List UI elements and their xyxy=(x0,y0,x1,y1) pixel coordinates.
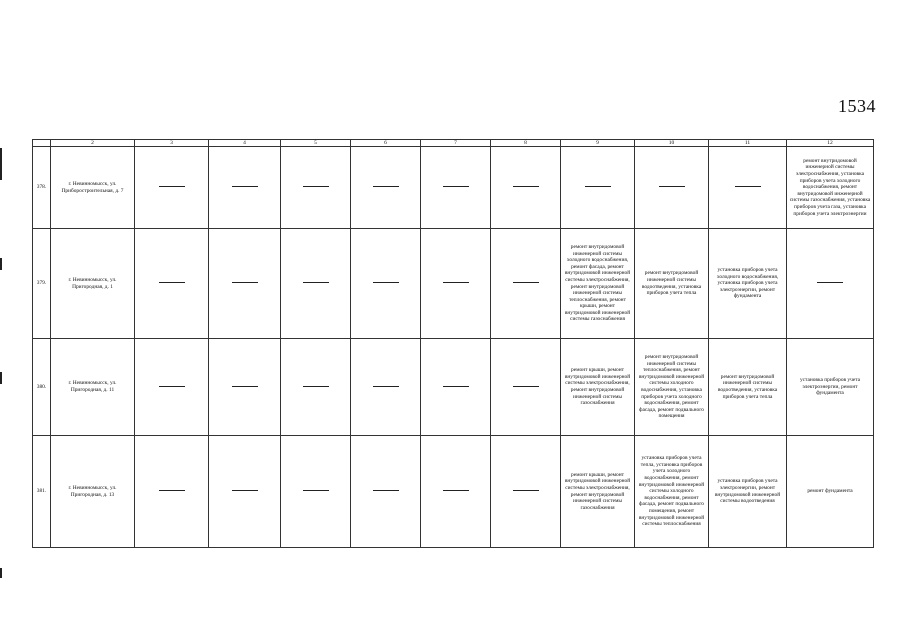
empty-cell xyxy=(351,339,421,436)
empty-cell xyxy=(281,436,351,548)
table-row xyxy=(33,147,874,229)
binding-mark xyxy=(0,372,2,384)
binding-mark xyxy=(0,568,2,578)
column-header: 10 xyxy=(635,140,709,147)
dash-mark xyxy=(443,186,469,187)
empty-cell xyxy=(209,436,281,548)
dash-mark xyxy=(303,186,329,187)
row-number: 379. xyxy=(33,229,51,339)
empty-cell xyxy=(281,339,351,436)
column-header: 7 xyxy=(421,140,491,147)
dash-mark xyxy=(443,282,469,283)
dash-mark xyxy=(513,282,539,283)
dash-mark xyxy=(303,386,329,387)
dash-mark xyxy=(232,282,258,283)
address-cell: г. Невинномысск, ул. Приборостроительная, д. 7 xyxy=(51,147,135,229)
dash-mark xyxy=(659,186,685,187)
column-header: 2 xyxy=(51,140,135,147)
address-cell: г. Невинномысск, ул. Пригородная, д. 1 xyxy=(51,229,135,339)
column-header: 9 xyxy=(561,140,635,147)
dash-mark xyxy=(817,282,843,283)
column-header: 8 xyxy=(491,140,561,147)
table-row xyxy=(33,339,874,436)
dash-mark xyxy=(443,490,469,491)
empty-cell xyxy=(135,147,209,229)
empty-cell xyxy=(135,339,209,436)
row-number: 378. xyxy=(33,147,51,229)
table-row xyxy=(33,229,874,339)
empty-cell xyxy=(491,147,561,229)
column-number-row xyxy=(33,140,874,147)
address-cell: г. Невинномысск, ул. Пригородная, д. 13 xyxy=(51,436,135,548)
dash-mark xyxy=(585,186,611,187)
dash-mark xyxy=(159,186,185,187)
empty-cell xyxy=(351,229,421,339)
column-header: 12 xyxy=(787,140,874,147)
column-header: 5 xyxy=(281,140,351,147)
dash-mark xyxy=(303,490,329,491)
work-cell xyxy=(709,147,787,229)
empty-cell xyxy=(135,229,209,339)
empty-cell xyxy=(491,229,561,339)
empty-cell xyxy=(421,147,491,229)
empty-cell xyxy=(209,229,281,339)
dash-mark xyxy=(303,282,329,283)
dash-mark xyxy=(159,490,185,491)
empty-cell xyxy=(421,436,491,548)
dash-mark xyxy=(513,186,539,187)
dash-mark xyxy=(159,386,185,387)
dash-mark xyxy=(373,490,399,491)
work-cell: ремонт внутридомовой инженерной системы водоотведения, установка приборов учета тепла xyxy=(635,229,709,339)
dash-mark xyxy=(513,386,539,387)
row-number: 381. xyxy=(33,436,51,548)
work-cell: ремонт крыши, ремонт внутридомовой инженерной системы электроснабжения, ремонт внутридомовой инженерной системы газоснабжения xyxy=(561,339,635,436)
work-cell xyxy=(561,147,635,229)
empty-cell xyxy=(135,436,209,548)
dash-mark xyxy=(373,386,399,387)
work-cell xyxy=(635,147,709,229)
dash-mark xyxy=(443,386,469,387)
binding-mark xyxy=(0,148,2,180)
work-cell: ремонт внутридомовой инженерной системы электроснабжения, установка приборов учета холодного водоснабжения, ремонт внутридомовой инженерной системы газоснабжения, установка приборов учета газа, установка приборов учета электроэнергии xyxy=(787,147,874,229)
work-cell: ремонт фундамента xyxy=(787,436,874,548)
column-header: 6 xyxy=(351,140,421,147)
column-header: 11 xyxy=(709,140,787,147)
work-cell: установка приборов учета электроэнергии, ремонт внутридомовой инженерной системы водоотведения xyxy=(709,436,787,548)
empty-cell xyxy=(281,229,351,339)
empty-cell xyxy=(491,436,561,548)
dash-mark xyxy=(373,282,399,283)
work-cell: установка приборов учета электроэнергии, ремонт фундамента xyxy=(787,339,874,436)
empty-cell xyxy=(421,339,491,436)
empty-cell xyxy=(281,147,351,229)
column-header: 4 xyxy=(209,140,281,147)
dash-mark xyxy=(232,386,258,387)
empty-cell xyxy=(351,147,421,229)
empty-cell xyxy=(209,339,281,436)
work-cell xyxy=(787,229,874,339)
repair-program-table xyxy=(32,139,874,548)
dash-mark xyxy=(232,490,258,491)
row-number: 380. xyxy=(33,339,51,436)
empty-cell xyxy=(351,436,421,548)
column-header: 3 xyxy=(135,140,209,147)
dash-mark xyxy=(513,490,539,491)
empty-cell xyxy=(209,147,281,229)
table-row xyxy=(33,436,874,548)
empty-cell xyxy=(421,229,491,339)
work-cell: ремонт крыши, ремонт внутридомовой инженерной системы электроснабжения, ремонт внутридомовой инженерной системы газоснабжения xyxy=(561,436,635,548)
work-cell: ремонт внутридомовой инженерной системы холодного водоснабжения, ремонт фасада, ремонт внутридомовой инженерной системы электроснабжения, ремонт внутридомовой инженерной системы теплоснабжения, ремонт крыши, ремонт внутридомовой инженерной системы газоснабжения xyxy=(561,229,635,339)
work-cell: установка приборов учета холодного водоснабжения, установка приборов учета электроэнергии, ремонт фундамента xyxy=(709,229,787,339)
binding-mark xyxy=(0,258,2,270)
dash-mark xyxy=(735,186,761,187)
page-number: 1534 xyxy=(838,96,876,116)
work-cell: ремонт внутридомовой инженерной системы водоотведения, установка приборов учета тепла xyxy=(709,339,787,436)
work-cell: ремонт внутридомовой инженерной системы теплоснабжения, ремонт внутридомовой инженерной системы холодного водоснабжения, установка приборов учета холодного водоснабжения, ремонт фасада, ремонт подвального помещения xyxy=(635,339,709,436)
dash-mark xyxy=(373,186,399,187)
column-header xyxy=(33,140,51,147)
dash-mark xyxy=(232,186,258,187)
dash-mark xyxy=(159,282,185,283)
address-cell: г. Невинномысск, ул. Пригородная, д. 11 xyxy=(51,339,135,436)
empty-cell xyxy=(491,339,561,436)
work-cell: установка приборов учета тепла, установка приборов учета холодного водоснабжения, ремонт внутридомовой инженерной системы холодного водоснабжения, ремонт фасада, ремонт подвального помещения, ремонт внутридомовой инженерной системы теплоснабжения xyxy=(635,436,709,548)
